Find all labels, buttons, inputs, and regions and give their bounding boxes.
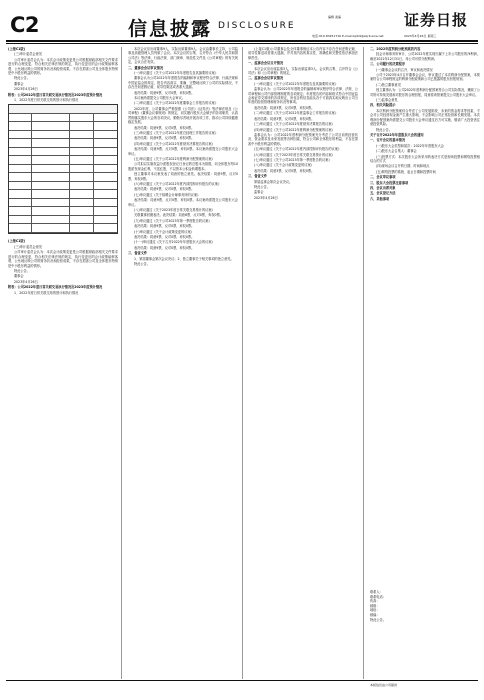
article-heading: 一、监事会会议召开情况 — [248, 61, 284, 66]
article-paragraph: 监事会认为：公司2022年年度报告的编制和审议程序符合法律、法规、公司章程和公司内部管理制度的各项规定；年度报告的内容和格式符合中国证监会和证券交易所的各项规定，所包含的信息能从各个方面真实地反映出公司当年度的经营管理和财务状况等事项。 — [248, 87, 358, 105]
article-paragraph: (五)审议通过《关于公司2022年度内部控制评价报告的议案》 — [254, 147, 342, 152]
article-heading: 附表：公司2022年度日常关联交易执行情况及2023年度预计情况 — [8, 285, 103, 290]
article-paragraph: 公司于2023年4月召开董事会会议，审议通过了本次利润分配预案，本预案符合公司章程规定的利润分配政策和公司已披露的股东回报规划。 — [370, 73, 480, 82]
article-paragraph: (十一)审议通过《关于召开2022年年度股东大会的议案》 — [134, 240, 215, 245]
contact-line: 地址： — [370, 608, 380, 613]
masthead — [0, 0, 484, 44]
article-paragraph: (四)现场会议召开的日期、时间和地点 — [376, 164, 430, 169]
article-paragraph: (三)监事会意见 — [376, 98, 398, 103]
article-paragraph: 第届监事会第次会议决议。 — [254, 179, 293, 184]
article-paragraph: 本次会议应出席监事3人，实际出席监事3人。会议的召集、召开符合《公司法》和《公司章程》的规定。 — [248, 66, 358, 76]
article-paragraph: 监事会认为：公司2022年度利润分配预案充分考虑了公司目前的经营状况、资金需求及未来发展等各种因素，符合公司和全体股东的利益，不存在损害中小股东利益的情形。 — [248, 132, 358, 146]
contact-line: 电话:010-83251716 E-mail:zqrb9@zqrb.sina.net — [312, 34, 384, 38]
article-heading: 六、其他事项 — [370, 196, 390, 201]
page-footer: 本版信息由公司提供 — [370, 683, 398, 687]
article-heading: 关于召开2022年年度股东大会的通知 — [370, 132, 424, 137]
article-paragraph: 独立董事对本议案发表了同意的独立意见。表决结果：同意9票，反对0票，弃权0票。 — [128, 172, 238, 181]
header-rule — [6, 40, 478, 42]
article-paragraph: (八)审议通过《关于会计政策变更的议案》 — [254, 163, 314, 168]
article-paragraph: 2023年4月26日 — [14, 279, 38, 284]
article-paragraph: 经会计师事务所审计，公司2022年度实现归属于上市公司股东的净利润，截至2022年12月31日，母公司可供分配利润。 — [370, 52, 480, 61]
article-paragraph: 监事会 — [254, 190, 264, 195]
article-paragraph: (一)董事会会议的召开、审议和表决情况 — [376, 67, 433, 72]
article-paragraph: (八)审议通过《关于2023年度日常关联交易预计的议案》 — [134, 208, 215, 212]
article-paragraph: 2023年4月26日 — [254, 195, 278, 200]
article-heading: 三、备查文件 — [128, 251, 148, 256]
article-paragraph: (四)审议通过《关于公司2022年度财务决算报告的议案》 — [134, 141, 215, 146]
article-paragraph: (五)审议通过《关于公司2022年度利润分配预案的议案》 — [134, 156, 215, 161]
article-paragraph: 特此公告。 — [14, 76, 30, 81]
article-heading: 二、董事会会议审议情况 — [128, 65, 164, 70]
article-paragraph: (二)股东大会召集人：董事会 — [376, 149, 417, 154]
contact-line: 联系电话： — [370, 594, 386, 599]
article-heading: 二、2022年度利润分配预案的内容 — [370, 47, 421, 51]
article-paragraph: 1、2022年度日常关联交易的预计和执行情况 — [14, 290, 79, 295]
article-paragraph: 关联董事回避表决。表决结果：同意6票，反对0票，弃权0票。 — [134, 213, 223, 218]
article-paragraph: 表决结果：同意9票，反对0票，弃权0票。 — [134, 235, 195, 240]
article-heading: 四、会议出席对象 — [370, 185, 396, 190]
article-paragraph: 表决结果：同意9票，反对0票，弃权0票。 — [134, 136, 195, 141]
newspaper-logo: 证券日报 — [404, 11, 469, 29]
article-paragraph: (六)审议通过《关于2023年度日常关联交易预计的议案》 — [254, 152, 335, 157]
article-heading: (上接C1版) — [8, 239, 26, 244]
article-paragraph: 本议案尚需提交公司股东大会审议。 — [134, 96, 185, 101]
section-subtitle: DISCLOSURE — [218, 21, 296, 31]
article-paragraph: (三)审计委员会意见 — [14, 52, 42, 57]
article-paragraph: 1、第届董事会第次会议决议；2、独立董事关于相关事项的独立意见。 — [134, 256, 234, 261]
article-paragraph: 表决结果：同意9票，反对0票，弃权0票。本议案尚需提交公司股东大会审议。 — [128, 147, 238, 156]
article-paragraph: 表决结果：同意9票，反对0票，弃权0票。 — [134, 224, 195, 229]
article-paragraph: (三)审议通过《关于公司2022年度总经理工作报告的议案》 — [134, 130, 218, 135]
article-paragraph: (五)网络投票的系统、起止日期和投票时间 — [376, 169, 436, 174]
article-paragraph: 本次利润分配预案综合考虑了公司发展阶段、未来的资金需求等因素，不会对公司经营现金流产生重大影响，不会影响公司正常经营和长期发展。本次利润分配预案尚需提交公司股东大会审议通过后方可实施，敬请广大投资者注意投资风险。 — [370, 108, 480, 127]
article-paragraph: (一)审议通过《关于公司2022年年度报告及其摘要的议案》 — [134, 71, 218, 76]
article-paragraph: (六)审议通过《关于公司2022年度内部控制评价报告的议案》 — [134, 181, 222, 186]
article-paragraph: (七)审议通过《关于续聘会计师事务所的议案》 — [134, 192, 201, 197]
article-heading: 附表：公司2022年度日常关联交易执行情况及2023年度预计情况 — [8, 92, 103, 97]
article-paragraph: (二)审议通过《关于公司2022年度董事会工作报告的议案》 — [134, 101, 218, 106]
editor-credit: 编辑 美编 — [328, 15, 341, 19]
article-paragraph: 董事会 — [14, 81, 24, 86]
article-paragraph: 特此公告。 — [254, 184, 270, 189]
article-heading: (上接C1版) — [8, 47, 26, 51]
article-paragraph: (一)股东大会类型和届次：2022年年度股东大会 — [376, 143, 444, 148]
article-paragraph: 特此公告。 — [14, 268, 30, 273]
article-heading: 一、召开会议的基本情况 — [370, 138, 406, 143]
contact-line: 联系人： — [370, 590, 383, 594]
section-title: 信息披露 — [128, 18, 213, 40]
article-paragraph: 独立董事认为：公司2022年度利润分配预案符合公司实际情况，兼顾了公司的可持续发展和对股东的合理回报，同意将该预案提交公司股东大会审议。 — [370, 88, 480, 97]
article-paragraph: (三)审计委员会意见 — [14, 244, 42, 249]
text-column-2 — [128, 47, 238, 679]
article-paragraph: (四)审议通过《关于公司2022年度利润分配预案的议案》 — [254, 127, 335, 132]
article-paragraph: (三)审议通过《关于公司2022年度财务决算报告的议案》 — [254, 122, 335, 127]
article-paragraph: 本次会议应出席董事9人，实际出席董事9人。会议由董事长主持，公司监事及高级管理人员列席了会议。本次会议的召集、召开符合《中华人民共和国公司法》等法律、行政法规、部门规章、规范性文件及《公司章程》的有关规定，会议合法有效。 — [128, 47, 238, 65]
article-paragraph: 表决结果：同意9票，反对0票，弃权0票。本议案尚需提交公司股东大会审议。 — [128, 198, 238, 207]
article-paragraph: 公司审计委员会认为：本次会计政策变更是公司根据财政部相关文件要求进行的合理变更，符合相关法律法规的规定，执行变更后的会计政策能够客观、公允地反映公司的财务状况和经营成果，不存在损害公司及全体股东特别是中小股东利益的情形。 — [8, 57, 118, 76]
article-paragraph: (上接C1版)公司董事会及全体董事保证本公告内容不存在任何虚假记载、误导性陈述或者重大遗漏，并对其内容的真实性、准确性和完整性依法承担法律责任。 — [248, 47, 358, 60]
contact-line: 邮箱： — [370, 603, 380, 608]
column-divider — [363, 47, 364, 679]
article-paragraph: 特此公告。 — [376, 127, 392, 132]
article-paragraph: 表决结果：同意9票，反对0票，弃权0票。 — [134, 245, 195, 250]
contact-line: 传真： — [370, 599, 380, 604]
article-paragraph: (二)审议通过《关于公司2022年度监事会工作报告的议案》 — [254, 111, 338, 116]
article-paragraph: (一)审议通过《关于公司2022年年度报告及其摘要的议案》 — [254, 81, 338, 86]
article-paragraph: 表决结果：同意9票，反对0票，弃权0票。 — [134, 125, 195, 130]
article-paragraph: 表决结果：同意9票，反对0票，弃权0票。 — [134, 187, 195, 192]
contact-line: 特此公告。 — [370, 617, 386, 622]
article-paragraph: 2023年4月26日 — [14, 87, 38, 92]
text-column-4 — [370, 47, 480, 585]
article-paragraph: 董事会 — [14, 274, 24, 279]
article-paragraph: (十)审议通过《关于会计政策变更的议案》 — [134, 229, 194, 234]
article-paragraph: (三)投票方式：本次股东大会所采用的表决方式是现场投票和网络投票相结合的方式 — [370, 154, 480, 163]
article-heading: 三、股东大会投票注意事项 — [370, 180, 409, 185]
article-heading: 三、备查文件 — [248, 174, 268, 179]
article-heading: 五、会议登记方法 — [370, 191, 396, 196]
footer-rule — [6, 680, 478, 681]
article-paragraph: 2022年度，公司董事会严格按照《公司法》《证券法》等法律法规及《公司章程》《董事会议事规则》的规定，切实履行股东大会赋予的各项职责，认真贯彻落实股东大会的各项决议，勤勉尽责地开展各项工作，推动公司持续健康稳定发展。 — [128, 106, 238, 125]
header-rule-thin — [6, 43, 478, 44]
article-paragraph: 表决结果：同意3票，反对0票，弃权0票。 — [254, 116, 315, 121]
article-paragraph: 表决结果：同意3票，反对0票，弃权0票。 — [254, 168, 315, 173]
article-paragraph: 表决结果：同意9票，反对0票，弃权0票。 — [134, 90, 195, 95]
article-heading: 四、相关风险提示 — [370, 103, 396, 108]
article-paragraph: (七)审议通过《关于公司2023年第一季度报告的议案》 — [254, 157, 332, 162]
text-column-3 — [248, 47, 358, 679]
article-paragraph: 1、2022年度日常关联交易的预计和执行情况 — [14, 98, 79, 103]
article-heading: 二、监事会会议审议情况 — [248, 76, 284, 81]
article-paragraph: 公司拟以实施权益分派股权登记日登记的总股本为基数，向全体股东每10股派发现金红利，不送红股，不以资本公积金转增股本。 — [128, 162, 238, 171]
contact-block — [370, 590, 480, 622]
contact-line: 邮编： — [370, 612, 380, 617]
column-divider — [121, 47, 122, 679]
article-heading: 二、会议审议事项 — [370, 175, 396, 180]
article-heading: 三、公司履行的决策程序 — [370, 62, 406, 67]
article-paragraph: 董事会认为公司2022年年度报告的编制和审议程序符合法律、行政法规和中国证监会的规定，报告内容真实、准确、完整地反映了公司的实际情况，不存在任何虚假记载、误导性陈述或者重大遗漏。 — [128, 76, 238, 90]
article-paragraph: 公司审计委员会认为：本次会计政策变更是公司根据财政部相关文件要求进行的合理变更，符合相关法律法规的规定，执行变更后的会计政策能够客观、公允地反映公司的财务状况和经营成果，不存在损害公司及全体股东特别是中小股东利益的情形。 — [8, 250, 118, 268]
column-divider — [242, 47, 243, 679]
article-paragraph: 特此公告。 — [134, 262, 150, 267]
article-paragraph: (二)独立董事意见 — [376, 82, 401, 87]
article-paragraph: 表决结果：同意3票，反对0票，弃权0票。 — [254, 105, 315, 110]
related-transactions-table — [8, 104, 118, 234]
issue-date: 2023年4月26日 星期三 — [404, 34, 437, 38]
article-paragraph: (九)审议通过《关于公司2023年第一季度报告的议案》 — [134, 218, 212, 223]
page-number: C2 — [10, 13, 40, 37]
